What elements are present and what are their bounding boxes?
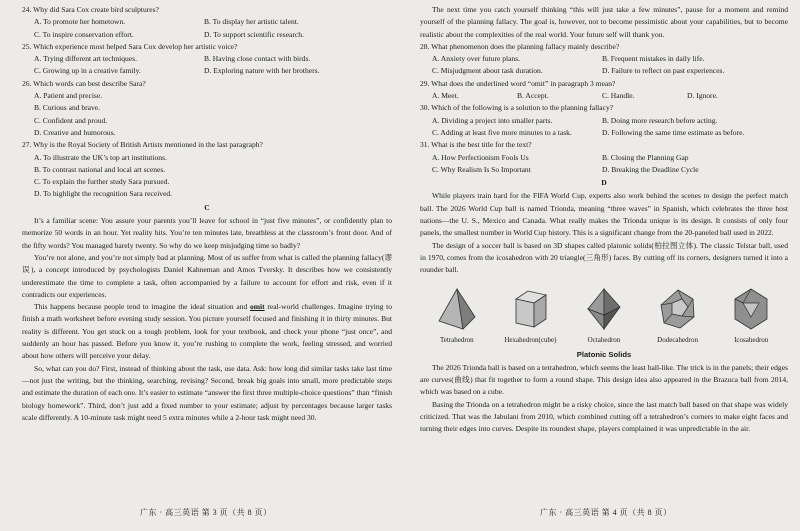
option-c: C. Why Realism Is So Important <box>432 164 531 174</box>
option-d: D. Ignore. <box>687 91 718 101</box>
paragraph-4: So, what can you do? First, instead of thinking about the task, use data. Ask: how long did similar tasks take last time—not just the writing, but the thinking, searching, revising? Second, break big goals into small, more predictable steps and estimate the duration of each one. It’s easier to estimate “answer the first three multiple-choice questions” than “finish biology homework”. Third, don’t just add a fixed number to your estimate; adjust by percentages because larger tasks scale differently. A 10-minute task might need 5 extra minutes while a 2-hour task might need 30. <box>22 363 392 422</box>
icosahedron-figure <box>716 287 786 346</box>
option-c: C. To explain the further study Sara pursued. <box>34 177 170 187</box>
solid-label: Octahedron <box>587 336 621 345</box>
page-footer-left: 广东 · 高三英语 第 3 页（共 8 页） <box>140 508 272 517</box>
question-25 <box>22 41 392 78</box>
underlined-word: omit <box>249 302 265 312</box>
paragraph-6: While players train hard for the FIFA World Cup, experts also work behind the scenes to design the perfect match ball. The 2026 World Cup ball is named Trionda, meaning “three waves” in Spanish, which celebrates the three host nations—the U. S., Mexico and Canada. What really makes the Trionda unique is its design. It consists of only four panels, the smallest number in World Cup history. This is a significant change from the 20-paneled ball used in 2022. <box>420 191 788 238</box>
dodecahedron-figure <box>643 287 713 346</box>
platonic-solids-figure <box>420 281 788 347</box>
option-b: B. Closing the Planning Gap <box>602 152 689 162</box>
question-28 <box>420 41 788 78</box>
question-stem: 29. What does the underlined word “omit” in paragraph 3 mean? <box>420 78 616 88</box>
option-c: C. Handle. <box>602 91 635 101</box>
option-b: B. Having close contact with birds. <box>204 54 311 64</box>
solid-label: Icosahedron <box>734 336 769 345</box>
question-30 <box>420 102 788 139</box>
option-a: A. To illustrate the UK’s top art institutions. <box>34 152 167 162</box>
option-a: A. Patient and precise. <box>34 91 103 101</box>
paragraph-8: The 2026 Trionda ball is based on a tetrahedron, which seems the least ball-like. The trick is in the panels; their edges are curves(曲线) that fit together to form a round shape. This design idea also appeared in the Brazuca ball from 2014, which was based on a cube. <box>420 362 788 397</box>
option-a: A. Trying different art techniques. <box>34 54 137 64</box>
option-b: B. To contrast national and local art scenes. <box>34 164 166 174</box>
question-stem: 24. Why did Sara Cox create bird sculptures? <box>22 5 159 14</box>
solid-label: Dodecahedron <box>657 336 698 345</box>
right-page <box>420 4 788 436</box>
option-c: C. To inspire conservation effort. <box>34 29 134 39</box>
octahedron-figure <box>569 287 639 346</box>
paragraph-3-rest: real-world challenges. Imagine trying to finish a math worksheet before evening study session. You picture yourself focused and finishing it in thirty minutes. But reality is different. You get stuck on a tough problem, look for your textbook, and check your phone “just once”, and suddenly an hour has passed. Before you know it, you’re rushing to complete the work, feeling stressed, and worried about how others will perceive your delay. <box>22 302 392 361</box>
option-d: D. Breaking the Deadline Cycle <box>602 164 699 174</box>
dodecahedron-icon <box>658 287 698 331</box>
figure-caption: Platonic Solids <box>576 349 632 359</box>
page-footer-right: 广东 · 高三英语 第 4 页（共 8 页） <box>540 508 672 517</box>
question-stem: 31. What is the best title for the text? <box>420 140 532 150</box>
question-stem: 27. Why is the Royal Society of British Artists mentioned in the last paragraph? <box>22 140 263 150</box>
tetrahedron-icon <box>437 287 477 331</box>
option-d: D. Creative and humorous. <box>34 127 116 137</box>
paragraph-2: You’re not alone, and you’re not simply bad at planning. Most of us suffer from what is called the planning fallacy(谬误), a concept introduced by psychologists Daniel Kahneman and Amos Tversky. It describes how we consistently underestimate the time to complete a task, often accompanied by a failure to account for effort and risk, even if it contradicts our experiences. <box>22 252 392 299</box>
paragraph-5: The next time you catch yourself thinking “this will just take a few minutes”, pause for a moment and remind yourself of the planning fallacy. The goal is, however, not to become pessimistic about your capabilities, but to become realistic about the complexities of the real world. Your future self will thank you. <box>420 5 788 39</box>
passage-letter: D <box>601 178 607 188</box>
question-24 <box>22 4 392 41</box>
octahedron-icon <box>584 287 624 331</box>
cube-icon <box>510 287 550 331</box>
question-stem: 26. Which words can best describe Sara? <box>22 78 146 88</box>
option-c: C. Misjudgment about task duration. <box>432 66 543 76</box>
question-26 <box>22 78 392 139</box>
tetrahedron-figure <box>422 287 492 346</box>
option-d: D. Following the same time estimate as before. <box>602 127 745 137</box>
option-b: B. Doing more research before acting. <box>602 115 718 125</box>
left-page <box>22 4 392 424</box>
option-a: A. Dividing a project into smaller parts. <box>432 115 553 125</box>
option-a: A. How Perfectionism Fools Us <box>432 152 529 162</box>
option-c: C. Adding at least five more minutes to a task. <box>432 127 572 137</box>
question-29 <box>420 78 788 103</box>
option-b: B. Accept. <box>517 91 549 101</box>
option-c: C. Growing up in a creative family. <box>34 66 141 76</box>
solid-label: Hexahedron(cube) <box>504 336 557 345</box>
question-27 <box>22 139 392 200</box>
option-a: A. To promote her hometown. <box>34 17 126 27</box>
paragraph-7: The design of a soccer ball is based on 3D shapes called platonic solids(柏拉图立体). The classic Telstar ball, used in 1970, comes from the icosahedron with 20 triangle(三角形) faces. By cutting off its corners, designers turned it into a rounder ball. <box>420 240 788 275</box>
option-a: A. Meet. <box>432 91 459 101</box>
option-b: B. Frequent mistakes in daily life. <box>602 54 705 64</box>
question-stem: 25. Which experience most helped Sara Cox develop her artistic voice? <box>22 41 238 51</box>
option-b: B. Curious and brave. <box>34 103 101 113</box>
paragraph-3 <box>22 301 392 362</box>
option-d: D. To support scientific research. <box>204 29 304 39</box>
option-d: D. Exploring nature with her brothers. <box>204 66 320 76</box>
question-stem: 28. What phenomenon does the planning fallacy mainly describe? <box>420 41 620 51</box>
hexahedron-figure <box>495 287 565 346</box>
paragraph-1: It’s a familiar scene: You assure your parents you’ll leave for school in “just five minutes”, or confidently plan to memorize 50 words in an hour. Yet reality hits. You’re ten minutes late, breathless at the classroom’s front door. And of the fifty words? You managed barely twenty. So why do we keep misjudging time so badly? <box>22 216 392 250</box>
option-d: D. To highlight the recognition Sara received. <box>34 189 173 199</box>
icosahedron-icon <box>731 287 771 331</box>
question-31 <box>420 139 788 176</box>
option-d: D. Failure to reflect on past experiences. <box>602 66 725 76</box>
option-c: C. Confident and proud. <box>34 115 108 125</box>
option-b: B. To display her artistic talent. <box>204 17 299 27</box>
paragraph-9: Basing the Trionda on a tetrahedron might be a risky choice, since the last match ball based on that shape was widely criticized. That was the Jabulani from 2010, which combined cutting off a tetrahedron’s corners to make eight faces and turning their edges into curves. Despite its roundest shape, players complained it was unpredictable in the air. <box>420 399 788 434</box>
passage-letter: C <box>204 202 210 212</box>
paragraph-3-start: This happens because people tend to imagine the ideal situation and <box>34 302 250 312</box>
solid-label: Tetrahedron <box>439 336 474 345</box>
question-stem: 30. Which of the following is a solution to the planning fallacy? <box>420 103 614 113</box>
option-a: A. Anxiety over future plans. <box>432 54 521 64</box>
